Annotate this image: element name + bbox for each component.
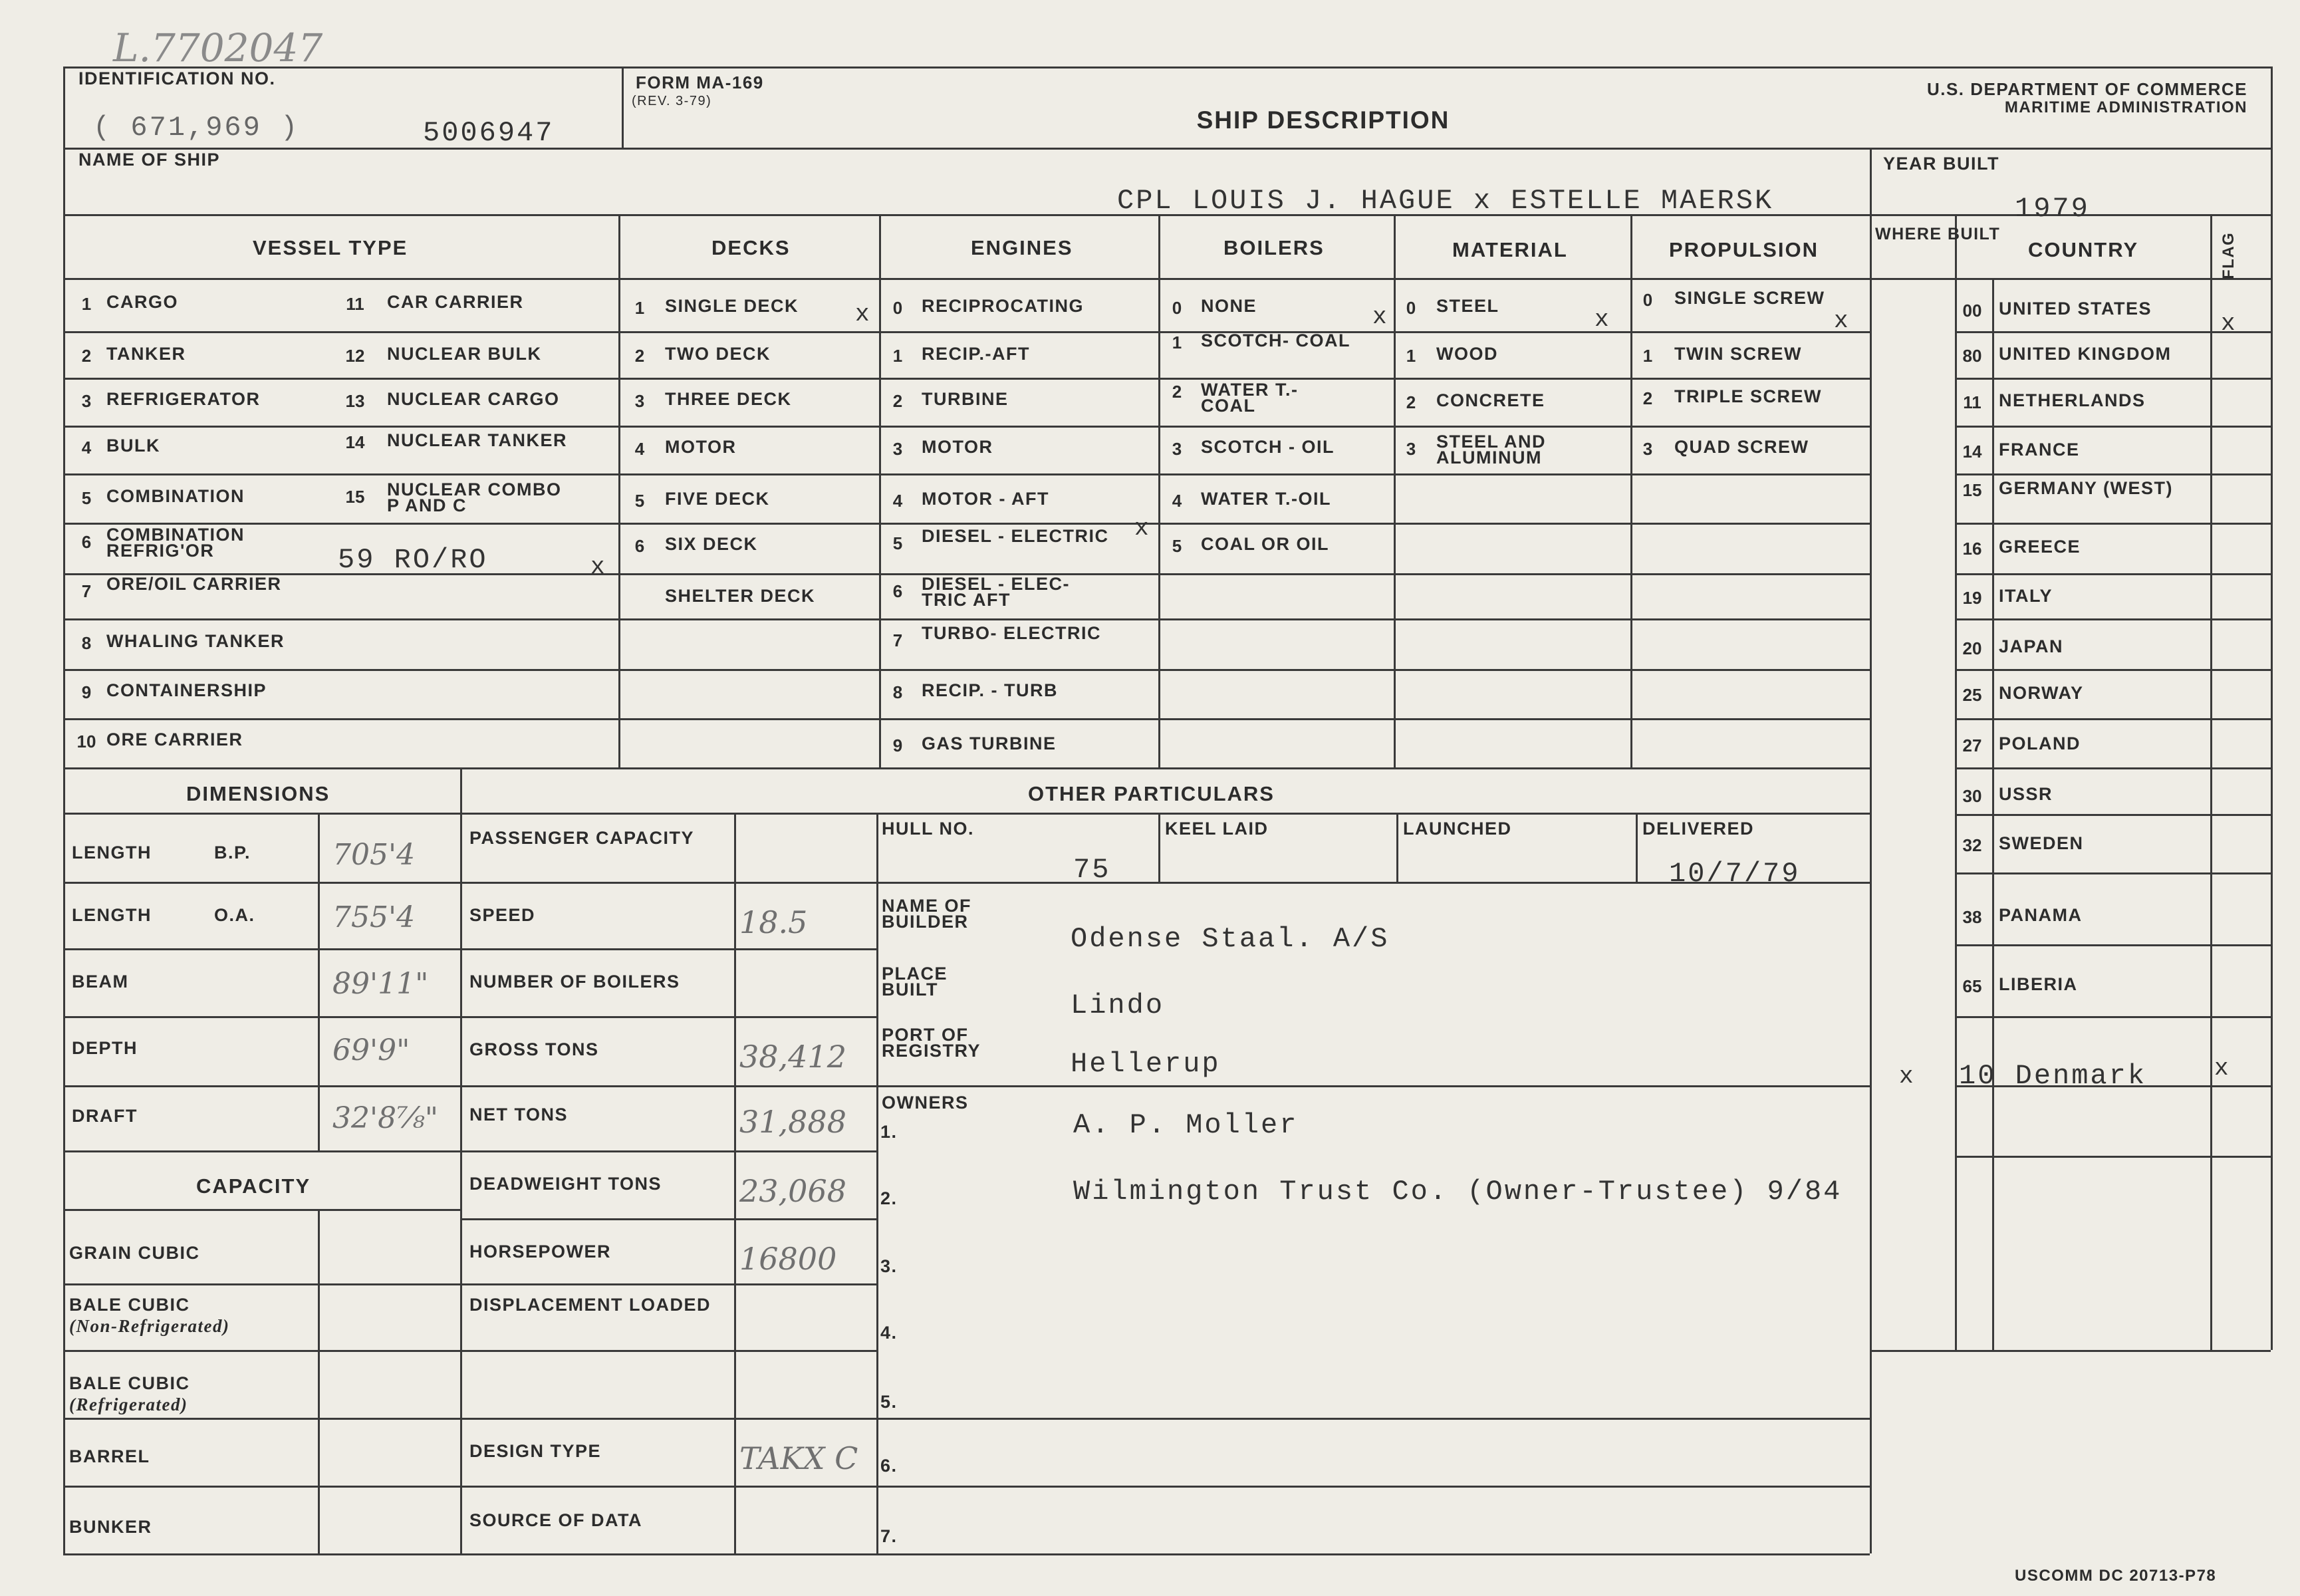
row-line xyxy=(1955,618,2271,620)
capacity-header: CAPACITY xyxy=(196,1174,311,1198)
check-x-mark: x xyxy=(1134,515,1149,542)
boiler-number: 4 xyxy=(1172,491,1182,511)
country-row-line xyxy=(1955,1016,2271,1018)
country-code-column xyxy=(1992,278,1994,1350)
country-row-line xyxy=(1955,1156,2271,1158)
boiler-number: 2 xyxy=(1172,382,1182,402)
frame-top xyxy=(63,66,2271,68)
propulsion-label: TRIPLE SCREW xyxy=(1674,386,1823,406)
country-number: 30 xyxy=(1962,786,1982,806)
frame-right xyxy=(2271,66,2273,1350)
vessel-type-number: 13 xyxy=(345,391,365,411)
particulars-row-line xyxy=(460,1283,876,1285)
vessel-type-label: TANKER xyxy=(106,344,186,364)
cap-row-line xyxy=(63,1283,460,1285)
engine-number: 1 xyxy=(892,346,903,366)
dims-right xyxy=(460,767,462,1553)
country-label: NETHERLANDS xyxy=(1999,390,2146,410)
material-left xyxy=(1394,214,1396,767)
deck-label: THREE DECK xyxy=(665,389,792,409)
where-built-left xyxy=(1870,148,1872,1553)
capacity-label: BUNKER xyxy=(69,1517,152,1537)
vessel-type-label: CAR CARRIER xyxy=(387,292,524,312)
particular-label: HORSEPOWER xyxy=(469,1242,612,1262)
capacity-header-line xyxy=(63,1209,460,1211)
deck-label: FIVE DECK xyxy=(665,489,770,509)
row-line xyxy=(63,473,1870,475)
owner-number: 2. xyxy=(880,1188,898,1208)
particulars-row-line xyxy=(460,1418,876,1420)
header-bottom xyxy=(622,148,2271,150)
dimension-label: LENGTH xyxy=(72,905,152,925)
boiler-label: SCOTCH- COAL xyxy=(1201,331,1350,350)
dimension-value: 755'4 xyxy=(332,900,416,934)
boiler-label: NONE xyxy=(1201,296,1257,316)
dims-row-line xyxy=(63,1085,460,1087)
country-label: LIBERIA xyxy=(1999,974,2078,994)
row-line xyxy=(1955,718,2271,720)
country-label: NORWAY xyxy=(1999,683,2084,703)
country-row-line xyxy=(1955,944,2271,946)
particulars-right xyxy=(876,813,878,1553)
row-line xyxy=(63,669,1870,671)
vessel-type-number: 1 xyxy=(81,294,92,314)
material-number: 3 xyxy=(1406,439,1416,459)
propulsion-number: 1 xyxy=(1642,346,1653,366)
vessel-type-number: 11 xyxy=(346,294,364,314)
country-entry: 10 Denmark xyxy=(1959,1060,2147,1092)
country-number: 20 xyxy=(1962,638,1982,658)
engine-label: DIESEL - ELECTRIC xyxy=(922,526,1109,546)
particular-label: SPEED xyxy=(469,905,536,925)
vessel-type-label: NUCLEAR TANKER xyxy=(387,430,567,450)
port-row-line xyxy=(876,1085,1870,1087)
particulars-row-line xyxy=(460,1350,876,1352)
country-number: 00 xyxy=(1962,301,1982,321)
boiler-label: WATER T.-OIL xyxy=(1201,489,1331,509)
boiler-label: SCOTCH - OIL xyxy=(1201,437,1335,457)
row-line xyxy=(1955,426,2271,428)
engine-number: 4 xyxy=(892,491,903,511)
material-label: WOOD xyxy=(1436,344,1498,364)
row-line xyxy=(1955,473,2271,475)
year-built: 1979 xyxy=(2015,193,2090,225)
boiler-number: 1 xyxy=(1172,332,1182,352)
country-label: USSR xyxy=(1999,784,2053,804)
vessel-type-label: ORE/OIL CARRIER xyxy=(106,574,282,594)
propulsion-number: 0 xyxy=(1642,290,1653,310)
propulsion-label: QUAD SCREW xyxy=(1674,437,1809,457)
boiler-number: 0 xyxy=(1172,298,1182,318)
particular-value: 31,888 xyxy=(739,1104,846,1140)
cap-row-line xyxy=(63,1486,460,1488)
country-label: GERMANY (WEST) xyxy=(1999,478,2173,498)
check-x-mark: x xyxy=(1372,303,1387,331)
row-line xyxy=(63,378,1870,380)
boiler-number: 5 xyxy=(1172,536,1182,556)
boilers-left xyxy=(1158,214,1160,767)
engine-number: 2 xyxy=(892,391,903,411)
country-header: COUNTRY xyxy=(2028,238,2139,261)
particular-label: PASSENGER CAPACITY xyxy=(469,828,695,848)
material-label: STEEL AND ALUMINUM xyxy=(1436,432,1547,467)
propulsion-header: PROPULSION xyxy=(1669,238,1819,261)
dimension-value: 705'4 xyxy=(332,838,416,872)
country-label: UNITED KINGDOM xyxy=(1999,344,2172,364)
builder-name-value: Odense Staal. A/S xyxy=(1071,923,1390,955)
country-number: 19 xyxy=(1962,588,1982,608)
engine-label: RECIP.-AFT xyxy=(922,344,1031,364)
deck-number: 1 xyxy=(634,298,645,318)
check-x-mark: x xyxy=(2214,1055,2229,1082)
form-title: SHIP DESCRIPTION xyxy=(1196,106,1450,134)
propulsion-number: 2 xyxy=(1642,388,1653,408)
dims-header-line xyxy=(63,813,460,815)
deck-number: 6 xyxy=(634,536,645,556)
material-number: 1 xyxy=(1406,346,1416,366)
dimension-sub-label: O.A. xyxy=(214,905,255,925)
row-line xyxy=(1955,378,2271,380)
check-x-mark: x xyxy=(1595,306,1609,333)
builder-name-label: NAME OF BUILDER xyxy=(882,896,971,932)
dims-row-line xyxy=(63,948,460,950)
vessel-type-label: CONTAINERSHIP xyxy=(106,680,267,700)
country-number: 27 xyxy=(1962,735,1982,755)
port-of-registry-label: PORT OF REGISTRY xyxy=(882,1025,981,1061)
dims-row-line xyxy=(63,1016,460,1018)
footer-code: USCOMM DC 20713-P78 xyxy=(2015,1567,2217,1585)
form-number: FORM MA-169 xyxy=(636,72,764,92)
decks-header: DECKS xyxy=(711,236,791,259)
dimension-label: DEPTH xyxy=(72,1038,138,1058)
owner-number: 5. xyxy=(880,1392,898,1412)
cap-value-column xyxy=(318,1209,320,1553)
row-line xyxy=(63,426,1870,428)
check-x-mark: x xyxy=(1899,1063,1914,1090)
propulsion-number: 3 xyxy=(1642,439,1653,459)
old-identification-number: ( 671,969 ) xyxy=(93,112,300,144)
particular-value: 38,412 xyxy=(739,1039,846,1075)
material-number: 2 xyxy=(1406,392,1416,412)
form-bottom xyxy=(63,1553,1870,1555)
agency-name: U.S. DEPARTMENT OF COMMERCE xyxy=(1926,79,2247,99)
flag-left xyxy=(2210,214,2212,1350)
engine-label: DIESEL - ELEC- TRIC AFT xyxy=(922,574,1071,610)
delivered-left xyxy=(1636,813,1638,882)
country-row-line xyxy=(1955,872,2271,874)
row-line xyxy=(63,278,2271,280)
flag-header: FLAG xyxy=(2220,231,2237,279)
engine-label: TURBO- ELECTRIC xyxy=(922,623,1101,643)
row-line xyxy=(63,618,1870,620)
hull-no-value: 75 xyxy=(1073,854,1111,886)
owner-number: 3. xyxy=(880,1256,898,1276)
country-number: 16 xyxy=(1962,539,1982,559)
particulars-row-line xyxy=(460,1016,876,1018)
deck-number: 3 xyxy=(634,391,645,411)
engine-number: 5 xyxy=(892,533,903,553)
country-label: SWEDEN xyxy=(1999,833,2084,853)
deck-number: 5 xyxy=(634,491,645,511)
vessel-type-number: 5 xyxy=(81,488,92,508)
particulars-row-line xyxy=(460,1150,876,1152)
particulars-value-column xyxy=(734,813,736,1553)
handwritten-reference: L.7702047 xyxy=(113,25,323,70)
deck-number: 4 xyxy=(634,439,645,459)
engine-label: TURBINE xyxy=(922,389,1009,409)
deck-label: SINGLE DECK xyxy=(665,296,799,316)
boilers-header: BOILERS xyxy=(1223,236,1325,259)
place-built-value: Lindo xyxy=(1071,990,1165,1021)
particulars-row-line xyxy=(460,1218,876,1220)
vessel-type-label: WHALING TANKER xyxy=(106,631,285,651)
country-number: 80 xyxy=(1962,346,1982,366)
country-number: 65 xyxy=(1962,976,1982,996)
engine-label: MOTOR - AFT xyxy=(922,489,1049,509)
row-line xyxy=(1955,573,2271,575)
check-x-mark: x xyxy=(1834,307,1849,334)
capacity-label: BARREL xyxy=(69,1446,150,1466)
engine-number: 7 xyxy=(892,630,903,650)
engines-header: ENGINES xyxy=(971,236,1073,259)
vessel-type-label: BULK xyxy=(106,436,160,456)
dims-row-line xyxy=(63,1150,460,1152)
ship-name-label: NAME OF SHIP xyxy=(78,150,221,170)
engine-number: 9 xyxy=(892,735,903,755)
agency-subname: MARITIME ADMINISTRATION xyxy=(2004,98,2247,116)
check-x-mark: x xyxy=(2221,310,2236,337)
country-label: GREECE xyxy=(1999,537,2081,557)
dimension-sub-label: B.P. xyxy=(214,843,251,863)
vessel-type-number: 3 xyxy=(81,391,92,411)
vessel-type-number: 6 xyxy=(81,532,92,552)
country-label: ITALY xyxy=(1999,586,2053,606)
owner-name: Wilmington Trust Co. (Owner-Trustee) 9/84 xyxy=(1073,1176,1843,1208)
deck-label: SIX DECK xyxy=(665,534,758,554)
capacity-sub-label: (Refrigerated) xyxy=(69,1395,188,1414)
owner-row-line xyxy=(876,1486,1870,1488)
particular-label: NUMBER OF BOILERS xyxy=(469,972,680,992)
identification-label: IDENTIFICATION NO. xyxy=(78,68,276,88)
vessel-type-number: 2 xyxy=(81,346,92,366)
vessel-type-label: COMBINATION xyxy=(106,486,245,506)
launched-left xyxy=(1396,813,1398,882)
country-label: PANAMA xyxy=(1999,905,2083,925)
material-label: CONCRETE xyxy=(1436,390,1545,410)
vessel-type-number: 14 xyxy=(345,432,365,452)
engine-label: GAS TURBINE xyxy=(922,733,1057,753)
capacity-label: BALE CUBIC xyxy=(69,1373,190,1393)
propulsion-left xyxy=(1630,214,1632,767)
engine-label: RECIPROCATING xyxy=(922,296,1085,316)
country-label: JAPAN xyxy=(1999,636,2064,656)
country-number: 11 xyxy=(1963,392,1981,412)
owner-number: 4. xyxy=(880,1323,898,1343)
keel-left xyxy=(1158,813,1160,882)
vessel-type-label: NUCLEAR CARGO xyxy=(387,389,560,409)
vessel-type-header: VESSEL TYPE xyxy=(253,236,408,259)
cap-row-line xyxy=(63,1350,460,1352)
dimension-label: LENGTH xyxy=(72,843,152,863)
dimension-value: 32'8⅞" xyxy=(332,1101,438,1135)
particulars-row-line xyxy=(460,882,876,884)
vessel-type-number: 4 xyxy=(81,438,92,458)
decks-left xyxy=(618,214,620,767)
vessel-type-label: REFRIGERATOR xyxy=(106,389,261,409)
row-line xyxy=(63,523,1870,525)
country-number: 38 xyxy=(1962,907,1982,927)
dimension-label: BEAM xyxy=(72,972,129,992)
particular-label: DESIGN TYPE xyxy=(469,1441,602,1461)
dims-value-column xyxy=(318,813,320,1150)
particular-label: SOURCE OF DATA xyxy=(469,1510,642,1530)
vessel-type-number: 9 xyxy=(81,682,92,702)
particular-label: GROSS TONS xyxy=(469,1039,599,1059)
particular-label: NET TONS xyxy=(469,1105,569,1125)
country-number: 15 xyxy=(1962,480,1982,500)
dimensions-header: DIMENSIONS xyxy=(186,782,330,805)
engine-number: 6 xyxy=(892,581,903,601)
vessel-type-label: NUCLEAR BULK xyxy=(387,344,542,364)
dimension-value: 69'9" xyxy=(332,1033,410,1067)
delivered-label: DELIVERED xyxy=(1642,819,1755,839)
vessel-type-number: 10 xyxy=(76,732,96,751)
row-line xyxy=(63,718,1870,720)
identification-number: 5006947 xyxy=(423,117,555,149)
vessel-type-label: COMBINATION REFRIG'OR xyxy=(106,525,245,561)
country-number: 32 xyxy=(1962,835,1982,855)
other-header-line xyxy=(460,813,1870,815)
vessel-type-entry: 59 RO/RO xyxy=(338,544,488,576)
particular-value: 23,068 xyxy=(739,1173,846,1209)
other-particulars-header: OTHER PARTICULARS xyxy=(1028,782,1275,805)
lower-left xyxy=(63,767,65,1553)
owners-label: OWNERS xyxy=(882,1093,969,1113)
country-number: 25 xyxy=(1962,685,1982,705)
owner-row-line xyxy=(876,1418,1870,1420)
material-number: 0 xyxy=(1406,298,1416,318)
vessel-type-label: NUCLEAR COMBO P AND C xyxy=(387,479,562,515)
particular-value: 18.5 xyxy=(739,904,808,940)
vessel-type-number: 12 xyxy=(345,346,365,366)
propulsion-label: TWIN SCREW xyxy=(1674,344,1802,364)
launched-label: LAUNCHED xyxy=(1403,819,1512,839)
particular-label: DEADWEIGHT TONS xyxy=(469,1174,662,1194)
form-revision: (REV. 3-79) xyxy=(632,94,712,108)
engine-number: 8 xyxy=(892,682,903,702)
owner-number: 1. xyxy=(880,1122,898,1142)
country-label: UNITED STATES xyxy=(1999,299,2152,319)
deck-label: MOTOR xyxy=(665,437,737,457)
material-label: STEEL xyxy=(1436,296,1499,316)
particular-value: 16800 xyxy=(739,1241,837,1277)
keel-laid-label: KEEL LAID xyxy=(1165,819,1269,839)
check-x-mark: x xyxy=(855,301,870,328)
capacity-label: BALE CUBIC xyxy=(69,1295,190,1315)
where-built-header: WHERE BUILT xyxy=(1875,225,2001,243)
vessel-type-label: ORE CARRIER xyxy=(106,730,243,749)
engine-number: 3 xyxy=(892,439,903,459)
header-divider xyxy=(622,66,624,148)
engines-left xyxy=(879,214,881,767)
deck-label: TWO DECK xyxy=(665,344,771,364)
year-built-label: YEAR BUILT xyxy=(1883,154,1999,174)
vessel-type-label: CARGO xyxy=(106,292,178,312)
particulars-row-line xyxy=(460,1085,876,1087)
row-line xyxy=(1955,767,2271,769)
check-x-mark: x xyxy=(590,553,605,581)
country-label: FRANCE xyxy=(1999,440,2080,460)
owner-name: A. P. Moller xyxy=(1073,1109,1299,1141)
place-built-label: PLACE BUILT xyxy=(882,964,948,999)
propulsion-label: SINGLE SCREW xyxy=(1674,288,1825,308)
grid-bottom xyxy=(63,767,1870,769)
engine-label: RECIP. - TURB xyxy=(922,680,1059,700)
particulars-row-line xyxy=(460,948,876,950)
material-header: MATERIAL xyxy=(1452,238,1568,261)
hull-no-label: HULL NO. xyxy=(882,819,974,839)
dimension-label: DRAFT xyxy=(72,1106,138,1126)
capacity-label: GRAIN CUBIC xyxy=(69,1243,200,1263)
capacity-sub-label: (Non-Refrigerated) xyxy=(69,1316,230,1336)
owner-number: 6. xyxy=(880,1456,898,1476)
ship-name: CPL LOUIS J. HAGUE x ESTELLE MAERSK xyxy=(1117,185,1774,217)
boiler-label: COAL OR OIL xyxy=(1201,534,1330,554)
country-row-line xyxy=(1955,814,2271,816)
boiler-label: WATER T.- COAL xyxy=(1201,380,1299,416)
delivered-value: 10/7/79 xyxy=(1669,858,1801,890)
vessel-type-number: 8 xyxy=(81,633,92,653)
engine-label: MOTOR xyxy=(922,437,993,457)
row-line xyxy=(1955,669,2271,671)
dims-row-line xyxy=(63,882,460,884)
deck-number: 2 xyxy=(634,346,645,366)
deck-label: SHELTER DECK xyxy=(665,586,816,606)
country-label: POLAND xyxy=(1999,733,2081,753)
cap-row-line xyxy=(63,1418,460,1420)
country-bottom xyxy=(1870,1350,2271,1352)
port-of-registry-value: Hellerup xyxy=(1071,1048,1221,1080)
country-left xyxy=(1955,214,1957,1350)
particular-value: TAKX C xyxy=(739,1440,858,1476)
particular-label: DISPLACEMENT LOADED xyxy=(469,1295,711,1315)
owner-number: 7. xyxy=(880,1526,898,1546)
vessel-type-number: 7 xyxy=(81,581,92,601)
particulars-row-line xyxy=(460,1486,876,1488)
boiler-number: 3 xyxy=(1172,439,1182,459)
country-number: 14 xyxy=(1962,442,1982,462)
engine-number: 0 xyxy=(892,298,903,318)
dimension-value: 89'11" xyxy=(332,967,429,1001)
row-line xyxy=(1955,523,2271,525)
vessel-type-number: 15 xyxy=(345,487,365,507)
